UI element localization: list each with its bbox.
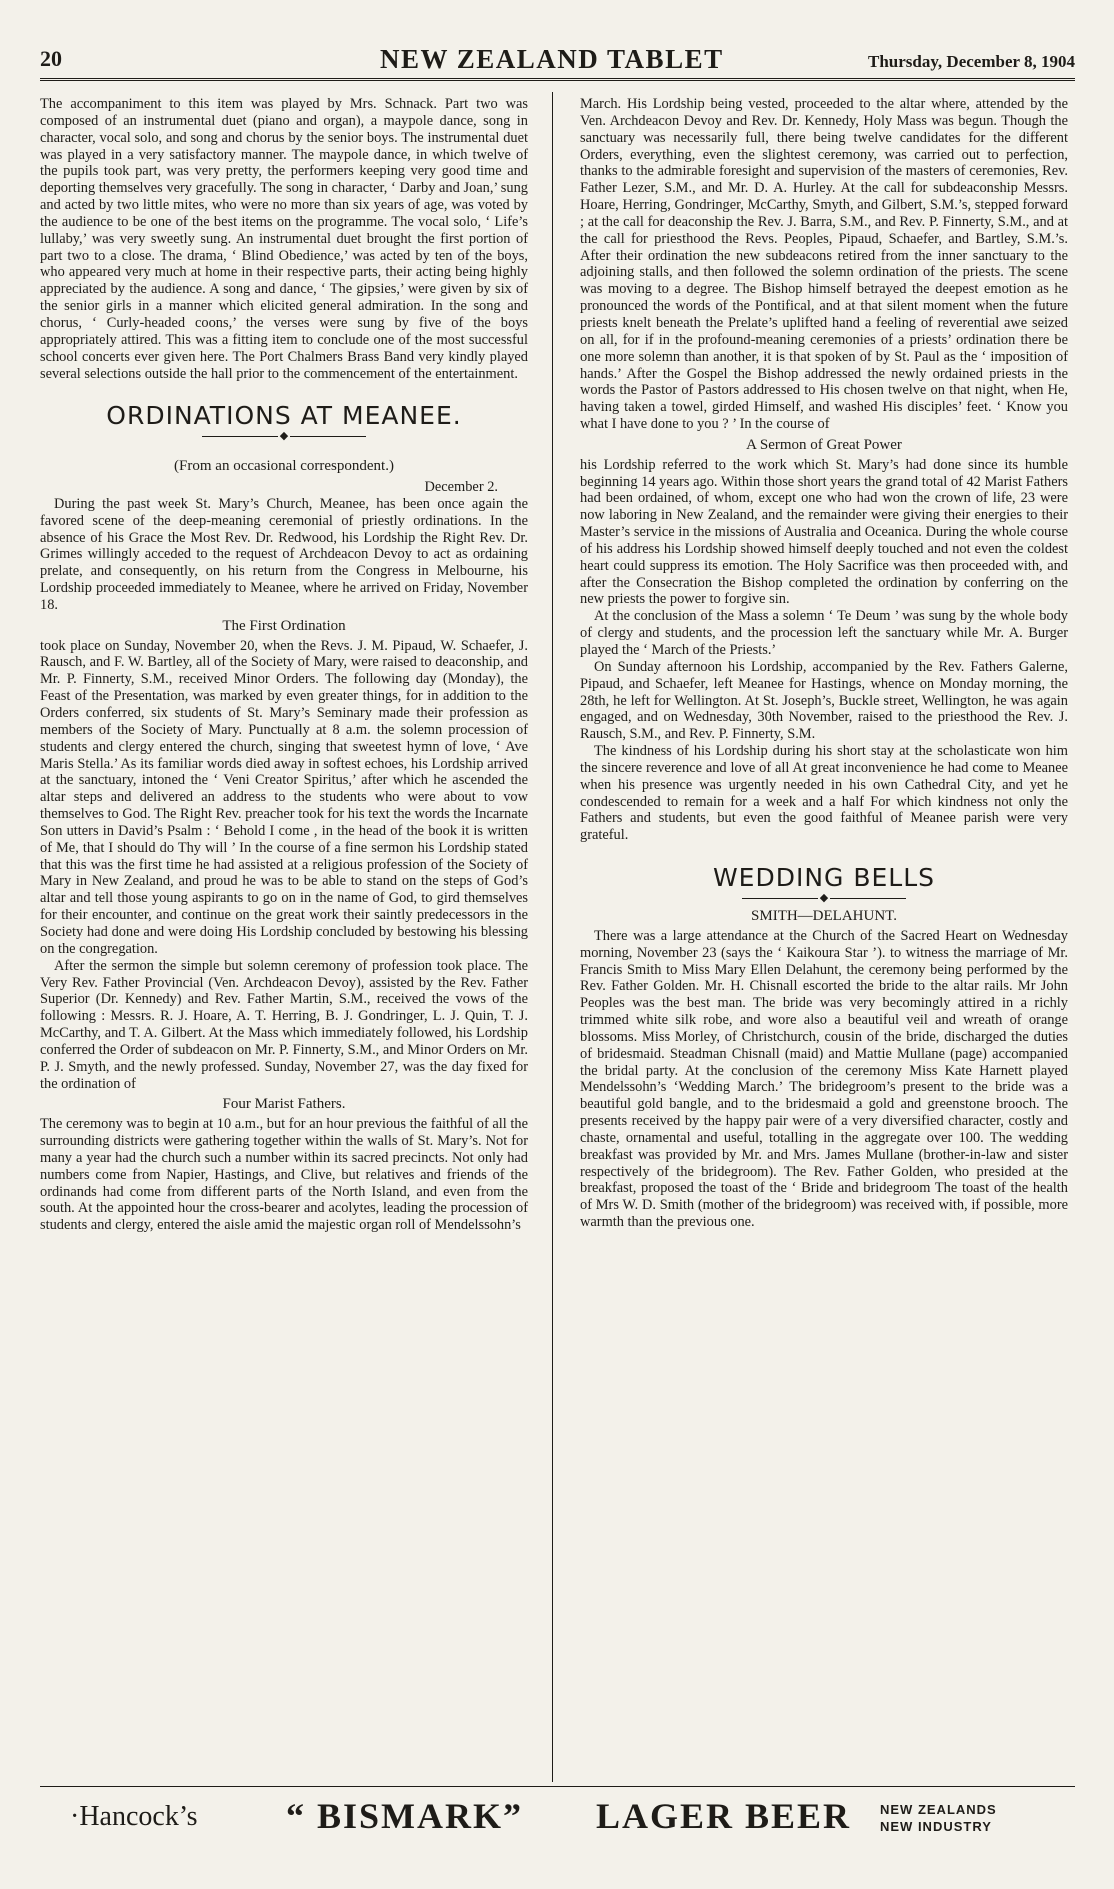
article-paragraph: The kindness of his Lordship during his short stay at the scholasticate won him the sincere reverence and love of all At great inconvenience he had come to Meanee when his presence was urgently needed in his own Cathedral City, and yet he condescended to remain for a week and a half For which kindness not only the Fathers and students, but even the good faithful of Meanee parish were very grateful. [580, 743, 1068, 844]
ad-beer-type: LAGER BEER [596, 1796, 852, 1836]
diamond-icon: ◆ [279, 430, 289, 443]
heading-ornament [580, 893, 1068, 904]
wedding-paragraph: There was a large attendance at the Church of the Sacred Heart on Wednesday morning, November 23 (says the ‘ Kaikoura Star ’). to witness the marriage of Mr. Francis Smith to Miss Mary Ellen Delahunt, the ceremony being performed by the Rev. Father Golden. Mr. H. Chisnall escorted the bride to the altar rails. Mr John Peoples was the best man. The bride was very becomingly attired in a richly trimmed white silk robe, and wore also a beautiful veil and wreath of orange blossoms. Miss Morley, of Christchurch, cousin of the bride, discharged the duties of bridesmaid. Steadman Chisnall (maid) and Mattie Mullane (page) accompanied the bridal party. At the conclusion of the ceremony Miss Kate Harnett played Mendelssohn’s ‘Wedding March.’ The bridegroom’s present to the bride was a beautiful gold bangle, and to the bridesmaid a gold and greenstone brooch. The presents received by the happy pair were of a very diversified character, costly and chaste, ornamental and useful, totalling in the aggregate over 100. The wedding breakfast was provided by Mr. and Mrs. James Mullane (brother-in-law and sister respectively of the bridegroom). The Rev. Father Golden, who presided at the breakfast, proposed the toast of the ‘ Bride and bridegroom The toast of the health of Mrs W. D. Smith (mother of the bridegroom) was received with, if possible, more warmth than the previous one. [580, 927, 1068, 1231]
wedding-bells-heading: WEDDING BELLS [712, 863, 936, 893]
article-paragraph: After the sermon the simple but solemn ceremony of profession took place. The Very Rev. Father Provincial (Ven. Archdeacon Devoy), assisted by the Rev. Father Superior (Dr. Kennedy) and Rev. Father Martin, S.M., received the vows of the following : Messrs. R. J. Hoare, A. T. Herring, B. J. Gondringer, L. J. Quin, T. J. McCarthy, and T. A. Gilbert. At the Mass which immediately followed, his Lordship conferred the Order of subdeacon on Mr. P. Finnerty, S.M., and Minor Orders on Mr. P. J. Smyth, and the newly professed. Sunday, November 27, was the day fixed for the ordination of [40, 957, 528, 1092]
newspaper-title: NEW ZEALAND TABLET [380, 44, 724, 74]
diamond-icon: ◆ [819, 891, 829, 904]
issue-date: Thursday, December 8, 1904 [868, 52, 1075, 71]
article-paragraph: At the conclusion of the Mass a solemn ‘ Te Deum ’ was sung by the whole body of clergy and students, and the procession left the sanctuary while Mr. A. Burger played the ‘ March of the Priests.’ [580, 608, 1068, 658]
article-paragraph: took place on Sunday, November 20, when the Revs. J. M. Pipaud, W. Schaefer, J. Rausch, and F. W. Bartley, all of the Society of Mary, were raised to deaconship, and Mr. P. Finnerty, S.M., received Minor Orders. The following day (Monday), the Feast of the Presentation, was marked by even greater things, for in addition to the Orders conferred, six students of St. Mary’s Seminary made their profession as members of the Society of Mary. Punctually at 8 a.m. the solemn procession of students and clergy entered the church, singing that sweetest hymn of love, ‘ Ave Maris Stella.’ As its familiar words died away in softest echoes, his Lordship arrived at the sanctuary, intoned the ‘ Veni Creator Spiritus,’ after which he ascended the altar steps and delivered an address to the students who were about to vow themselves to God. The Right Rev. preacher took for his text the words the Incarnate Son utters in David’s Psalm : ‘ Behold I come , in the head of the book it is written of Me, that I should do Thy will ’ In the course of a fine sermon his Lordship stated that this was the first time he had assisted at a religious profession of the Society of Mary in New Zealand, and proud he was to be able to stand on the steps of God’s altar and tell those young aspirants to go on in the name of God, to gird themselves for their encounter, and continue on the great work their saintly predecessors in the Society had done and were doing His Lordship concluded by bestowing his blessing on the congregation. [40, 637, 528, 957]
ad-brand: ·Hancock’s [70, 1801, 198, 1832]
byline: (From an occasional correspondent.) [174, 458, 394, 475]
subheading-four-marist-fathers: Four Marist Fathers. [222, 1096, 346, 1113]
article-paragraph: On Sunday afternoon his Lordship, accompanied by the Rev. Fathers Galerne, Pipaud, and Schaefer, left Meanee for Hastings, whence on Monday morning, the 28th, he left for Wellington. At St. Joseph’s, Buckle street, Wellington, he was again engaged, and on Wednesday, 30th November, raised to the priesthood the Rev. J. Rausch, S.M., and Rev. P. Finnerty, S.M. [580, 658, 1068, 743]
ad-tagline-line2: NEW INDUSTRY [880, 1819, 992, 1834]
article-paragraph: his Lordship referred to the work which St. Mary’s had done since its humble beginning 14 years ago. Within those short years the grand total of 42 Marist Fathers had been ordained, of whom, except one who had won the crown of life, 23 were now laboring in New Zealand, and the remainder were giving their energies to their Master’s service in the missions of Australia and Oceanica. During the whole course of his address his Lordship showed himself deeply touched and not even the coldest heart could suppress its emotion. The Holy Sacrifice was then proceeded with, and after the Consecration the Bishop completed the ordination by conferring on the new priests the power to forgive sin. [580, 456, 1068, 608]
heading-ornament [40, 431, 528, 442]
dateline: December 2. [424, 479, 498, 496]
ad-product-name: “ BISMARK” [286, 1796, 524, 1836]
ad-tagline [880, 1801, 997, 1835]
article-paragraph: March. His Lordship being vested, proceeded to the altar where, attended by the Ven. Archdeacon Devoy and Rev. Dr. Kennedy, Holy Mass was begun. Though the sanctuary was necessarily full, there being twelve candidates for the different Orders, everything, even the slightest ceremony, was carried out to perfection, thanks to the admirable foresight and supervision of the masters of ceremonies, Rev. Father Lezer, S.M., and Mr. D. A. Hurley. At the call for subdeaconship Messrs. Hoare, Herring, Gondringer, McCarthy, Smyth, and Gilbert, S.M.’s, stepped forward ; at the call for deaconship the Rev. J. Barra, S.M., and Rev. P. Finnerty, S.M., and at the call for priesthood the Revs. Peoples, Pipaud, Schaefer, and Bartley, S.M.’s. After their ordination the new subdeacons retired from the inner sanctuary to the adjoining stalls, and then followed the solemn ordination of the priests. The scene was moving to a degree. The Bishop himself betrayed the deepest emotion as he pronounced the words of the Pontifical, and at that silent moment when the future priests knelt beneath the Prelate’s uplifted hand a feeling of reverential awe seized on all, for if in the profound-meaning ceremonies of a priests’ ordination there be one more solemn than another, it is that spoken of by St. Paul as the ‘ imposition of hands.’ After the Gospel the Bishop addressed the newly ordained priests in the words the Pastor of Pastors addressed to His chosen twelve on that night, when He, having taken a towel, girded Himself, and washed His disciples’ feet. ‘ Know you what I have done to you ? ’ In the course of [580, 96, 1068, 433]
ordinations-heading: ORDINATIONS AT MEANEE. [106, 401, 462, 431]
page-number: 20 [40, 46, 62, 71]
article-paragraph: During the past week St. Mary’s Church, Meanee, has been once again the favored scene of the deep-meaning ceremonial of priestly ordinations. In the absence of his Grace the Most Rev. Dr. Redwood, his Lordship the Right Rev. Dr. Grimes willingly acceded to the request of Archdeacon Devoy to act as ordaining prelate, and consequently, on his return from the Congress in Melbourne, his Lordship proceeded immediately to Meanee, where he arrived on Friday, November 18. [40, 495, 528, 613]
left-column [40, 96, 528, 1234]
ad-tagline-line1: NEW ZEALANDS [880, 1802, 997, 1817]
wedding-subheading: SMITH—DELAHUNT. [751, 907, 897, 924]
right-column [580, 96, 1068, 1231]
subheading-sermon: A Sermon of Great Power [746, 436, 902, 453]
column-divider [552, 92, 553, 1782]
advertisement-banner [40, 1786, 1075, 1857]
masthead [40, 44, 1075, 81]
concert-report-paragraph: The accompaniment to this item was played by Mrs. Schnack. Part two was composed of an instrumental duet (piano and organ), a maypole dance, song in character, vocal solo, and song and chorus by the senior boys. The instrumental duet was played in a very satisfactory manner. The maypole dance, in which twelve of the pupils took part, was very pretty, the performers keeping very good time and deporting themselves very gracefully. The song in character, ‘ Darby and Joan,’ sung and acted by two little mites, who were no more than six years of age, was voted by the audience to be one of the best items on the programme. The vocal solo, ‘ Life’s lullaby,’ was very sweetly sung. An instrumental duet brought the first portion of part two to a close. The drama, ‘ Blind Obedience,’ was acted by ten of the boys, who appeared very much at home in their respective parts, their acting being highly appreciated by the audience. A song and dance, ‘ The gipsies,’ were given by six of the senior girls in a manner which elicited general admiration. In the song and chorus, ‘ Curly-headed coons,’ the verses were sung by five of the boys appropriately attired. This was a fitting item to conclude one of the most successful school concerts ever given here. The Port Chalmers Brass Band very kindly played several selections outside the hall prior to the commencement of the entertainment. [40, 96, 528, 382]
subheading-first-ordination: The First Ordination [222, 617, 346, 634]
article-paragraph: The ceremony was to begin at 10 a.m., but for an hour previous the faithful of all the surrounding districts were gathering together within the walls of St. Mary’s. Not for many a year had the church such a number within its sacred precincts. Not only had numbers come from Napier, Hastings, and Clive, but relatives and friends of the ordinands had come from different parts of the North Island, and even from the south. At the appointed hour the cross-bearer and acolytes, leading the procession of students and clergy, entered the aisle amid the majestic organ roll of Mendelssohn’s [40, 1116, 528, 1234]
